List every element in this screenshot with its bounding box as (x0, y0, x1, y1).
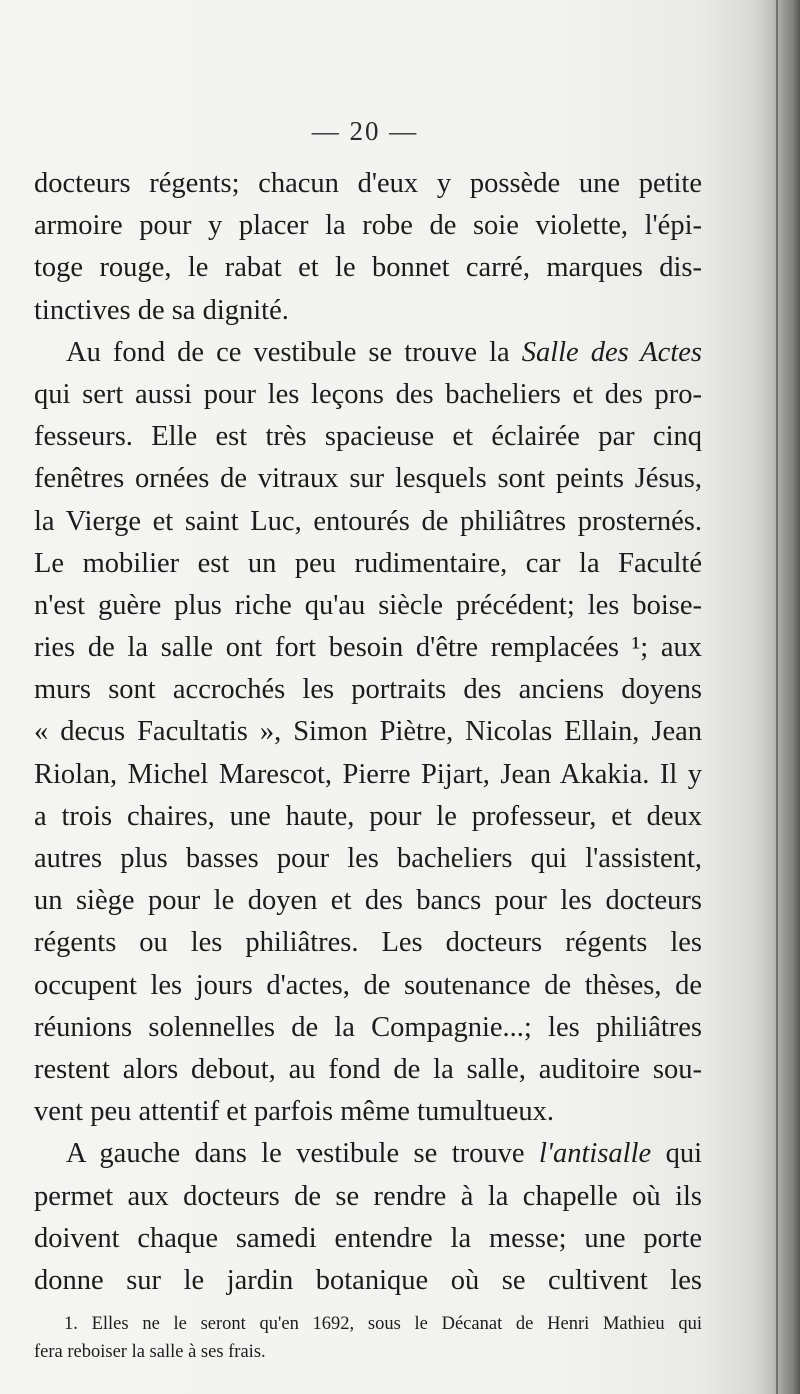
text-line: n'est guère plus riche qu'au siècle précédent; les boise- (34, 589, 702, 621)
page-edge-line (776, 0, 778, 1394)
text-line: « decus Facultatis », Simon Piètre, Nicolas Ellain, Jean (34, 716, 702, 748)
text-line: un siège pour le doyen et des bancs pour les docteurs (34, 885, 702, 917)
body-text (34, 163, 702, 1302)
text-line: qui sert aussi pour les leçons des bacheliers et des pro- (34, 378, 702, 410)
text-line: vent peu attentif et parfois même tumultueux. (34, 1096, 554, 1128)
text-line: restent alors debout, au fond de la salle, auditoire sou- (34, 1053, 702, 1085)
text-line: armoire pour y placer la robe de soie violette, l'épi- (34, 210, 702, 242)
italic-antisalle: l'antisalle (538, 1138, 652, 1170)
footnote-line: fera reboiser la salle à ses frais. (34, 1342, 266, 1362)
page-number: — 20 — (311, 116, 419, 146)
text-line: tinctives de sa dignité. (34, 294, 289, 326)
text-line: Riolan, Michel Marescot, Pierre Pijart, Jean Akakia. Il y (34, 758, 702, 790)
text-line: occupent les jours d'actes, de soutenance de thèses, de (34, 969, 702, 1001)
italic-salle-des-actes: Salle des Actes (521, 336, 702, 368)
text-segment: qui (651, 1138, 702, 1170)
text-line: la Vierge et saint Luc, entourés de philiâtres prosternés. (34, 505, 702, 537)
text-line: a trois chaires, une haute, pour le professeur, et deux (34, 800, 702, 832)
text-segment: A gauche dans le vestibule se trouve (66, 1138, 539, 1170)
text-line-salle-des-actes (34, 332, 702, 374)
footnote (34, 1310, 702, 1366)
footnote-line: 1. Elles ne le seront qu'en 1692, sous le Décanat de Henri Mathieu qui (64, 1314, 702, 1334)
text-line-antisalle (34, 1133, 702, 1175)
text-line: docteurs régents; chacun d'eux y possède une petite (34, 168, 702, 199)
text-line: donne sur le jardin botanique où se cultivent les (34, 1264, 702, 1296)
text-line: doivent chaque samedi entendre la messe; une porte (34, 1222, 702, 1254)
text-line: Le mobilier est un peu rudimentaire, car la Faculté (34, 547, 702, 579)
text-line: ries de la salle ont fort besoin d'être remplacées ¹; aux (34, 632, 702, 664)
text-line: murs sont accrochés les portraits des anciens doyens (34, 674, 702, 706)
text-line: fenêtres ornées de vitraux sur lesquels sont peints Jésus, (34, 463, 702, 495)
text-line: autres plus basses pour les bacheliers qui l'assistent, (34, 843, 702, 874)
text-segment: Au fond de ce vestibule se trouve la (66, 336, 522, 368)
text-line: régents ou les philiâtres. Les docteurs régents les (34, 927, 702, 959)
text-line: fesseurs. Elle est très spacieuse et éclairée par cinq (34, 421, 702, 453)
text-line: permet aux docteurs de se rendre à la chapelle où ils (34, 1180, 702, 1212)
text-line: toge rouge, le rabat et le bonnet carré, marques dis- (34, 252, 702, 284)
text-line: réunions solennelles de la Compagnie...; les philiâtres (34, 1011, 702, 1043)
